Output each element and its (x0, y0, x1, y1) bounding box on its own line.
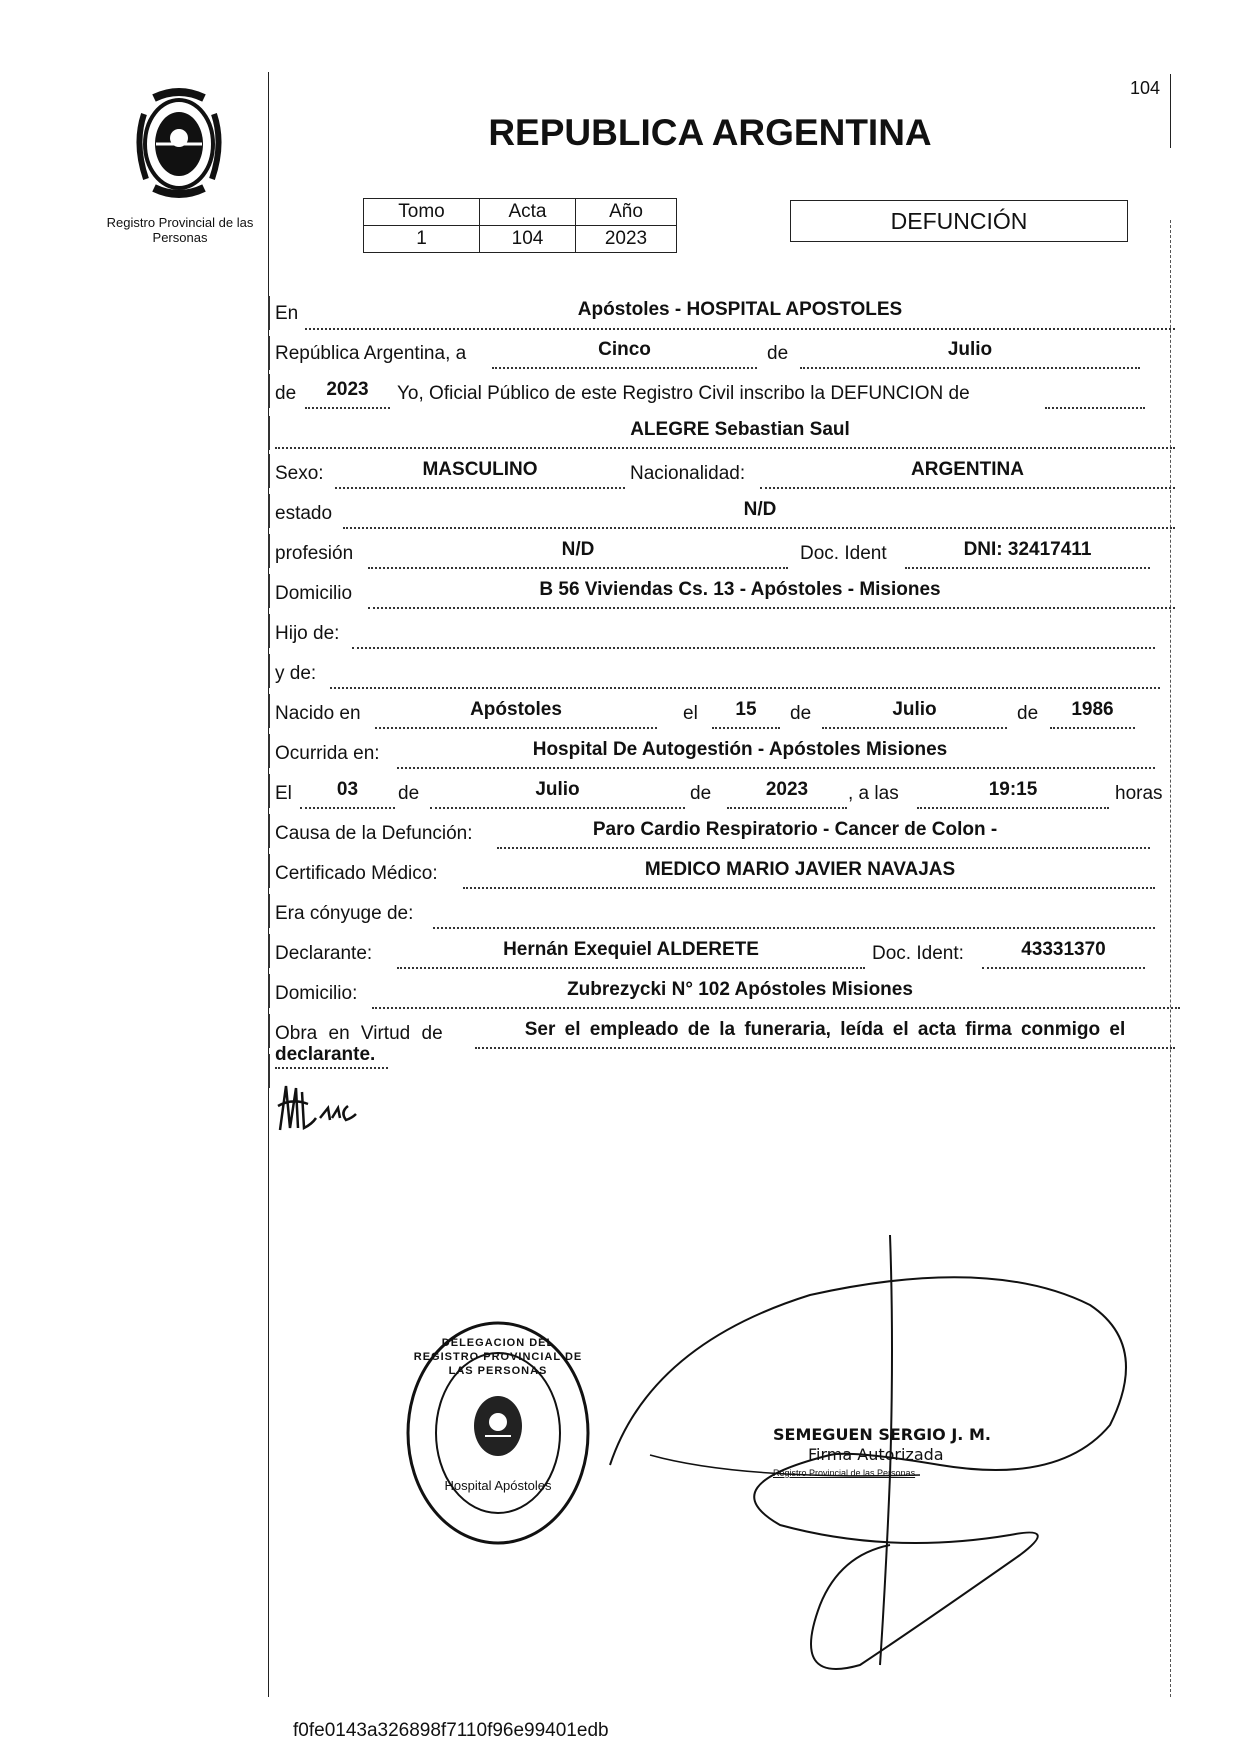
declarante-label: Declarante: (275, 943, 373, 964)
obra-line1-value: Ser el empleado de la funeraria, leída el acta firma conmigo el (524, 1019, 1126, 1040)
anio-header: Año (576, 199, 677, 226)
conyuge-label: Era cónyuge de: (275, 903, 414, 924)
ocurrida-label: Ocurrida en: (275, 743, 380, 764)
document-hash: f0fe0143a326898f7110f96e99401edb (293, 1720, 609, 1741)
registry-provincial-label: Registro Provincial de las Personas (106, 215, 254, 245)
nacido-lugar-value: Apóstoles (470, 699, 562, 720)
deceased-name: ALEGRE Sebastian Saul (630, 419, 850, 440)
stamp-ring-text: DELEGACION DEL REGISTRO PROVINCIAL DE LAS PERSONAS (413, 1337, 583, 1377)
hora-value: 19:15 (988, 779, 1038, 800)
sexo-label: Sexo: (275, 463, 324, 484)
registry-value-row (364, 226, 677, 253)
right-margin-rule (1170, 220, 1171, 1697)
doc-value: DNI: 32417411 (963, 539, 1092, 560)
official-registry: Registro Provincial de las Personas (773, 1468, 916, 1478)
certificado-label: Certificado Médico: (275, 863, 438, 884)
declarante-value: Hernán Exequiel ALDERETE (503, 939, 759, 960)
inscribo-text: Yo, Oficial Público de este Registro Civil inscribo la DEFUNCION de (397, 383, 970, 404)
place-value: Apóstoles - HOSPITAL APOSTOLES (577, 299, 903, 320)
estado-label: estado (275, 503, 333, 524)
tomo-value: 1 (364, 226, 480, 253)
nacionalidad-label: Nacionalidad: (630, 463, 746, 484)
profesion-value: N/D (561, 539, 595, 560)
nacido-de1-label: de (790, 703, 812, 724)
ocurrida-value: Hospital De Autogestión - Apóstoles Misiones (532, 739, 948, 760)
def-de2-label: de (690, 783, 712, 804)
domicilio2-value: Zubrezycki N° 102 Apóstoles Misiones (567, 979, 913, 1000)
republica-label: República Argentina, a (275, 343, 467, 364)
doc2-label: Doc. Ident: (872, 943, 964, 964)
yde-label: y de: (275, 663, 317, 684)
declarant-signature (272, 1078, 382, 1138)
domicilio2-label: Domicilio: (275, 983, 358, 1004)
hijo-label: Hijo de: (275, 623, 340, 644)
de-label: de (767, 343, 789, 364)
month-value: Julio (947, 339, 993, 360)
anio-value: 2023 (576, 226, 677, 253)
doc2-value: 43331370 (1021, 939, 1106, 960)
doc-label: Doc. Ident (800, 543, 887, 564)
profesion-label: profesión (275, 543, 354, 564)
registry-table (363, 198, 677, 253)
day-words-value: Cinco (598, 339, 651, 360)
domicilio-value: B 56 Viviendas Cs. 13 - Apóstoles - Misiones (539, 579, 941, 600)
page-title: REPUBLICA ARGENTINA (488, 112, 932, 153)
alas-label: , a las (848, 783, 899, 804)
causa-value: Paro Cardio Respiratorio - Cancer de Colon - (592, 819, 998, 840)
def-de1-label: de (398, 783, 420, 804)
tomo-header: Tomo (364, 199, 480, 226)
act-type-box: DEFUNCIÓN (790, 200, 1128, 242)
nacido-anio-value: 1986 (1071, 699, 1114, 720)
stamp-inner-text: Hospital Apóstoles (444, 1478, 552, 1493)
de-year-label: de (275, 383, 297, 404)
nacido-de2-label: de (1017, 703, 1039, 724)
registry-stamp (403, 1318, 593, 1548)
acta-value: 104 (480, 226, 576, 253)
domicilio-label: Domicilio (275, 583, 353, 604)
right-margin-rule-top (1170, 74, 1171, 148)
page-number: 104 (1130, 78, 1161, 98)
en-label: En (275, 303, 299, 324)
misiones-emblem-icon (124, 84, 234, 202)
el2-label: El (275, 783, 292, 804)
def-dia-value: 03 (336, 779, 359, 800)
registry-header-row (364, 199, 677, 226)
obra-line2-value: declarante. (275, 1044, 376, 1065)
nacido-label: Nacido en (275, 703, 361, 724)
def-anio-value: 2023 (765, 779, 809, 800)
estado-value: N/D (743, 499, 777, 520)
nacido-mes-value: Julio (892, 699, 937, 720)
horas-label: horas (1115, 783, 1163, 804)
sexo-value: MASCULINO (422, 459, 538, 480)
official-role: Firma Autorizada (808, 1445, 944, 1464)
nacido-dia-value: 15 (735, 699, 757, 720)
nacionalidad-value: ARGENTINA (911, 459, 1024, 480)
certificado-value: MEDICO MARIO JAVIER NAVAJAS (644, 859, 956, 880)
year-value: 2023 (326, 379, 369, 400)
el-label: el (683, 703, 698, 724)
causa-label: Causa de la Defunción: (275, 823, 473, 844)
def-mes-value: Julio (535, 779, 580, 800)
acta-header: Acta (480, 199, 576, 226)
obra-label: Obra en Virtud de (275, 1023, 443, 1044)
official-name: SEMEGUEN SERGIO J. M. (773, 1425, 991, 1444)
